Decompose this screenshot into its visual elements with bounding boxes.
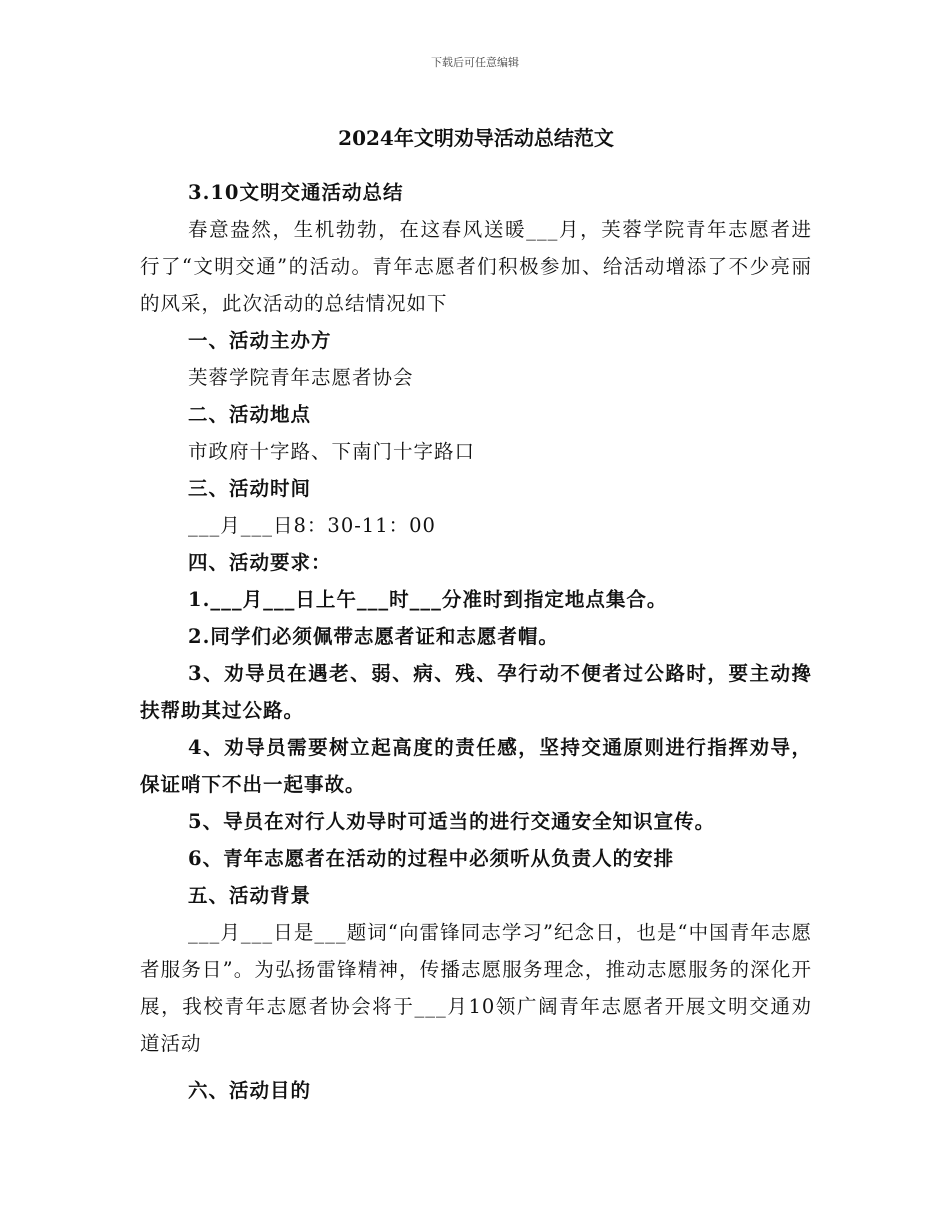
- requirements-heading: 四、活动要求：: [188, 551, 332, 574]
- intro-paragraph: 春意盎然，生机勃勃，在这春风送暖___月，芙蓉学院青年志愿者进行了“文明交通”的活动。青年志愿者们积极参加、给活动增添了不少亮丽的风采，此次活动的总结情况如下: [140, 218, 812, 315]
- requirement-item: 2.同学们必须佩带志愿者证和志愿者帽。: [188, 625, 559, 648]
- organizer-text: 芙蓉学院青年志愿者协会: [188, 366, 414, 389]
- background-heading: 五、活动背景: [188, 884, 312, 907]
- requirement-item: 6、青年志愿者在活动的过程中必须听从负责人的安排: [188, 847, 675, 870]
- document-title: 2024年文明劝导活动总结范文: [338, 126, 614, 150]
- requirement-item: 3、劝导员在遇老、弱、病、残、孕行动不便者过公路时，要主动搀扶帮助其过公路。: [140, 662, 812, 722]
- requirement-item: 4、劝导员需要树立起高度的责任感，坚持交通原则进行指挥劝导，保证哨下不出一起事故。: [140, 736, 812, 796]
- organizer-heading: 一、活动主办方: [188, 329, 332, 352]
- background-paragraph: ___月___日是___题词“向雷锋同志学习”纪念日，也是“中国青年志愿者服务日”。为弘扬雷锋精神，传播志愿服务理念，推动志愿服务的深化开展，我校青年志愿者协会将于___月10领广阔青年志愿者开展文明交通劝道活动: [140, 921, 812, 1055]
- time-text: ___月___日8：30-11：00: [188, 514, 436, 537]
- purpose-heading: 六、活动目的: [188, 1079, 312, 1102]
- requirement-item: 1.___月___日上午___时___分准时到指定地点集合。: [188, 588, 668, 611]
- location-text: 市政府十字路、下南门十字路口: [188, 440, 476, 463]
- location-heading: 二、活动地点: [188, 403, 312, 426]
- header-note: 下载后可任意编辑: [431, 56, 519, 69]
- document-body: [140, 118, 812, 1109]
- time-heading: 三、活动时间: [188, 477, 312, 500]
- requirement-item: 5、导员在对行人劝导时可适当的进行交通安全知识宣传。: [188, 810, 716, 833]
- subtitle: 3.10文明交通活动总结: [188, 181, 404, 204]
